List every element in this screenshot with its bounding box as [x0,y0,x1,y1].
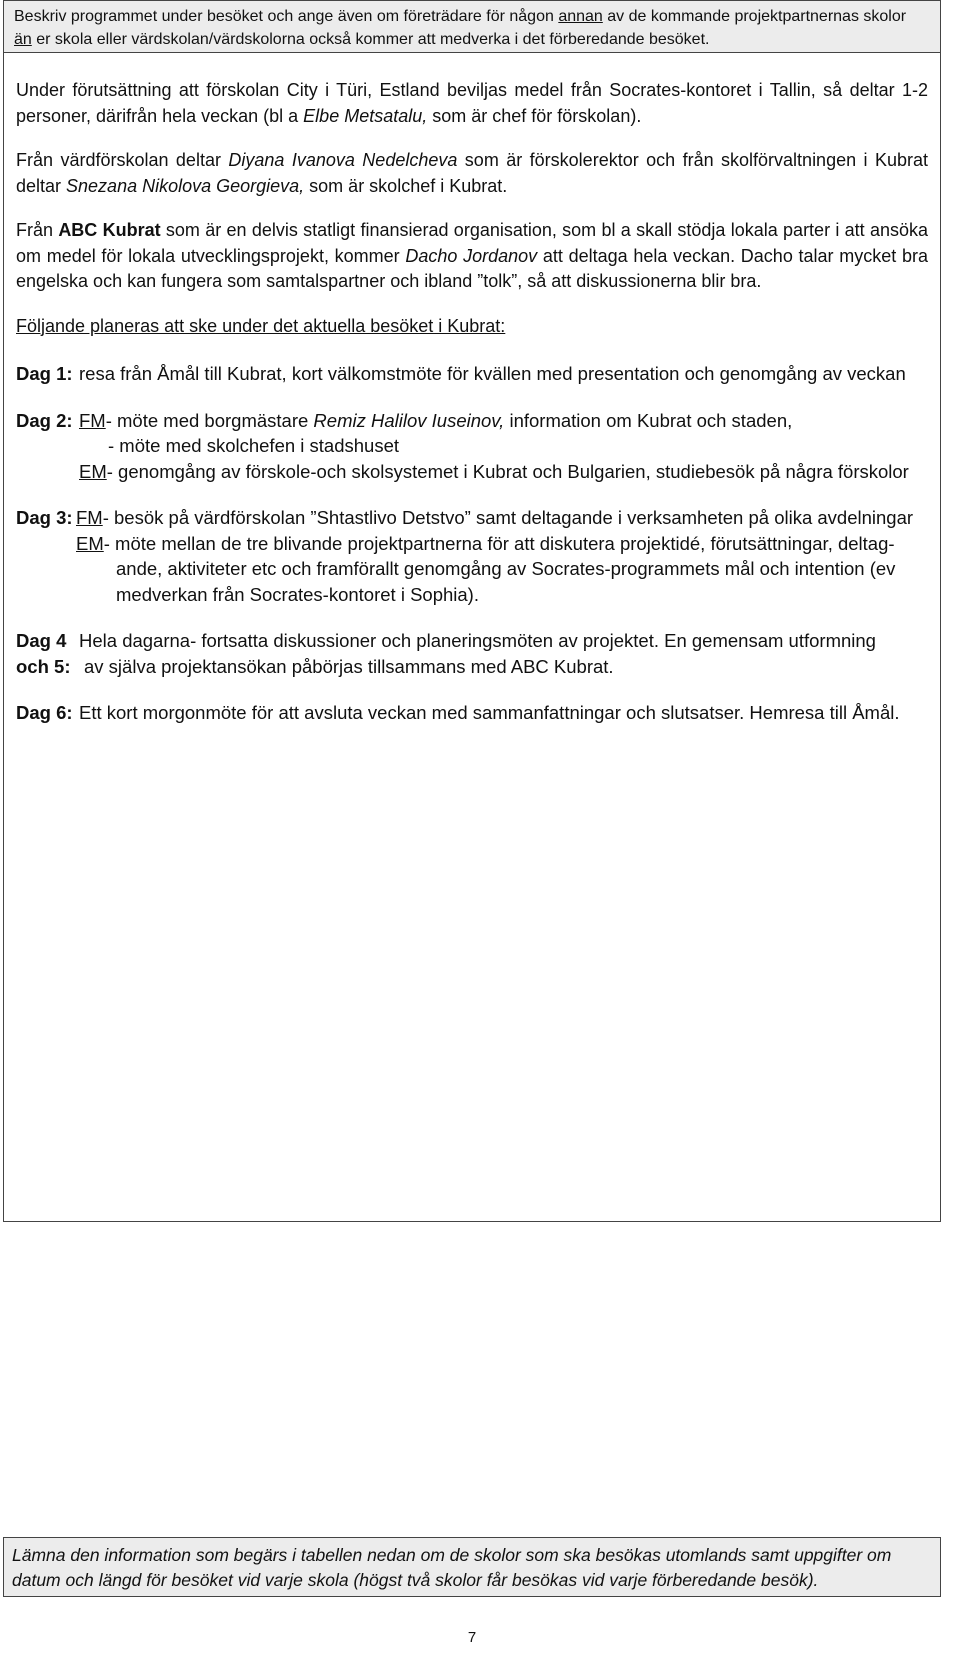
text: - genomgång av förskole-och skolsystemet i Kubrat och Bulgarien, studiebesök på några förskolor [106,460,909,482]
day-text: resa från Åmål till Kubrat, kort välkomstmöte för kvällen med presentation och genomgång av veckan [79,363,906,384]
fm-label: FM [76,507,103,528]
person-name: Elbe Metsatalu, [303,105,428,126]
header-text-1: Beskriv programmet under besöket och ange även om företrädare för någon [14,8,559,25]
day-label: Dag 2: [16,409,73,431]
paragraph-abc-kubrat [16,218,928,295]
day-label: Dag 3: [16,507,73,528]
text: information om Kubrat och staden, [504,409,793,431]
day-4-5 [16,628,928,679]
header-underline-annan: annan [558,8,603,25]
day-line [16,459,928,485]
day-line: medverkan från Socrates-kontoret i Sophia). [116,583,479,605]
day-line: Hela dagarna- fortsatta diskussioner och planeringsmöten av projektet. En gemensam utformning [79,630,876,651]
instruction-header [4,1,940,53]
text: som är förskolerektor och från skolförvaltningen i Kubrat deltar [16,150,928,196]
text: Från värdförskolan deltar [16,150,229,170]
person-name: Remiz Halilov Iuseinov, [313,409,505,431]
header-underline-an: än [14,31,32,48]
day-1 [16,361,928,387]
header-text-2: av de kommande projektpartnernas skolor [602,8,907,25]
day-line: - möte med skolchefen i stadshuset [108,435,400,456]
person-name: Snezana Nikolova Georgieva, [66,175,305,196]
person-name: Dacho Jordanov [405,245,538,266]
text: Från [16,220,59,240]
text: - besök på värdförskolan ”Shtastlivo Detstvo” samt deltagande i verksamheten på olika avdelningar [102,507,914,528]
organization-name: ABC Kubrat [58,220,161,240]
schedule-intro-text: Följande planeras att ske under det aktuella besöket i Kubrat: [16,315,506,336]
header-text-3: er skola eller värdskolan/värdskolorna också kommer att medverka i det förberedande besöket. [31,31,710,48]
text: - möte med borgmästare [105,409,314,431]
text: som är chef för förskolan). [427,105,642,126]
day-2 [16,408,928,485]
fm-label: FM [79,409,106,431]
schedule-intro [16,314,928,340]
paragraph-estonia [16,78,928,129]
text: Under förutsättning att förskolan City i Türi, Estland beviljas medel från Socrates-kontoret i Tallin, så deltar 1-2 personer, därifrån hela veckan (bl a [16,80,928,126]
person-name: Diyana Ivanova Nedelcheva [228,150,458,170]
day-label: Dag 1: [16,363,73,384]
day-text: Ett kort morgonmöte för att avsluta veckan med sammanfattningar och slutsatser. Hemresa till Åmål. [79,702,900,723]
paragraph-host [16,148,928,199]
day-line [16,505,928,531]
day-line [16,408,928,434]
page-number: 7 [467,1629,477,1646]
day-3 [16,505,928,607]
day-line [16,531,928,557]
text: som är skolchef i Kubrat. [304,175,508,196]
day-line: ande, aktiviteter etc och framförallt genomgång av Socrates-programmets mål och intention (ev [116,558,896,579]
text: att deltaga hela veckan. Dacho talar mycket bra engelska och kan fungera som samtalspartner och ibland ”tolk”, så att diskussionerna blir bra. [16,245,928,291]
day-6 [16,700,928,726]
program-description-box [3,0,941,1222]
em-label: EM [79,460,107,482]
program-content [4,53,940,726]
text: - möte mellan de tre blivande projektpartnerna för att diskutera projektidé, förutsättningar, deltag- [103,532,895,554]
day-label: och 5: [16,655,71,677]
schools-info-instruction: Lämna den information som begärs i tabellen nedan om de skolor som ska besökas utomlands samt uppgifter om datum och längd för besöket vid varje skola (högst två skolor får besökas vid varje förberedande besök). [3,1537,941,1597]
text: som är en delvis statligt finansierad organisation, som bl a skall stödja lokala parter i att ansöka om medel för lokala utvecklingsprojekt, kommer [16,220,929,266]
day-line: av själva projektansökan påbörjas tillsammans med ABC Kubrat. [84,655,614,677]
day-label: Dag 4 [16,630,67,651]
day-label: Dag 6: [16,702,73,723]
em-label: EM [76,532,104,554]
